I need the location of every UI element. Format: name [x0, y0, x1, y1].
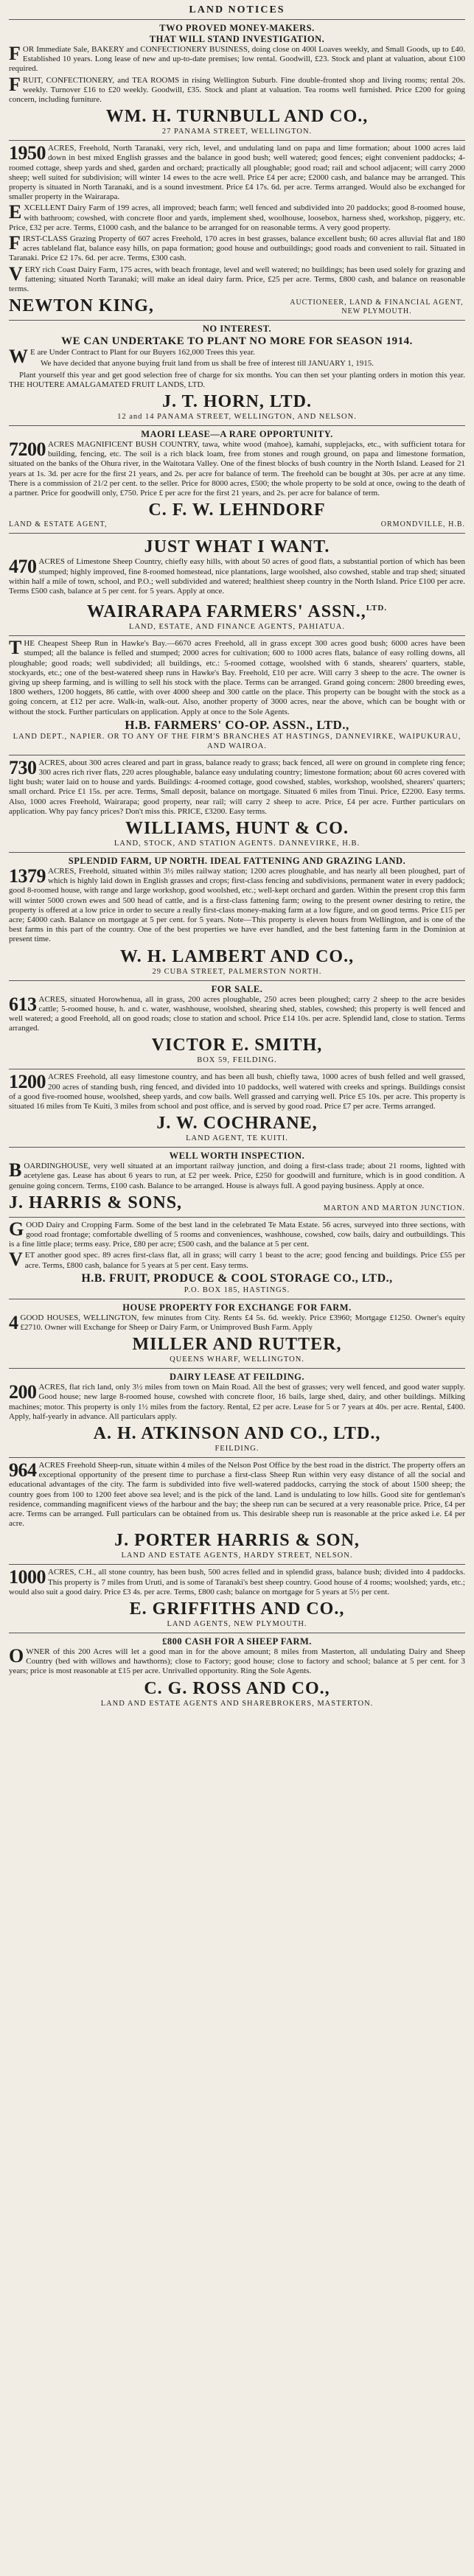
drop-cap: W	[9, 346, 28, 368]
ad-lambert	[9, 856, 465, 978]
page-title: LAND NOTICES	[189, 4, 285, 15]
ad-williams-hunt	[9, 758, 465, 850]
ad-paragraph: VET another good spec. 89 acres first-class flat, all in grass; will carry 1 beast to the acre; good fencing and buildings. Price £55 per acre. Terms, £800 cash, balance for 5 years at 5 per cent. Easy terms.	[9, 1249, 465, 1271]
drop-cap: V	[9, 262, 23, 285]
drop-cap: F	[9, 43, 21, 64]
ad-paragraph: GOOD Dairy and Cropping Farm. Some of the best land in the celebrated Te Mata Estate. 56 acres, surveyed into three sections, with good road frontage; comfortable dwelling of 5 rooms and conveniences, washhouse, cowshed, cow bails, dairy and outbuildings. This is a fine little place; terms easy. Price, £80 per acre; £500 cash, and the balance at 5 per cent.	[9, 1218, 465, 1249]
firm-description: LAND AND ESTATE AGENTS AND SHAREBROKERS, MASTERTON.	[100, 1699, 374, 1708]
ad-heading: DAIRY LEASE AT FEILDING.	[170, 1372, 304, 1383]
ad-wairarapa-farmers	[9, 537, 465, 633]
drop-cap: F	[9, 232, 21, 254]
ad-hb-fruit	[9, 1218, 465, 1296]
ad-paragraph: 613 ACRES, situated Horowhenua, all in grass, 200 acres ploughable, 250 acres been ploughed; carry 2 sheep to the acre besides cattle; 5-roomed house, h. and c. water, washhouse, woolshed, shearing shed, stables, cowshed; this property is well fenced and well watered; a good Freehold, all on good roads; close to station and school. Price £14 10s. per acre. Splendid land, close to station. Terms arranged.	[9, 993, 465, 1033]
firm-name: J. HARRIS & SONS,	[9, 1193, 183, 1212]
ad-horn	[9, 324, 465, 423]
firm-name: NEWTON KING,	[9, 296, 154, 316]
firm-address: 12 and 14 PANAMA STREET, WELLINGTON, AND NELSON.	[117, 413, 357, 422]
firm-name: VICTOR E. SMITH,	[151, 1036, 323, 1055]
ad-paragraph: 200 ACRES, flat rich land, only 3½ miles from town on Main Road. All the best of grasses; very well fenced, and good water supply. Good house; new large 8-roomed house, cowshed with concrete floor, 16 bails, large shed, dairy, and other buildings. Milking machines; motor. This property is only 1½ miles from the factory. Rental, £2 per acre. Lease for 5 or 7 years at 40s. per acre. Rental, £400. Apply, half-yearly in advance. All particulars apply.	[9, 1381, 465, 1421]
ad-paragraph: 1200 ACRES Freehold, all easy limestone country, and has been all bush, chiefly tawa, 1000 acres of bush felled and well grassed, 200 acres of standing bush, ring fenced, and divided into 10 paddocks, well watered with creeks and springs. Buildings consist of a good five-roomed house, woolshed, sheep yards, and cow bails. Well grassed and carrying well. Price £5 10s. per acre. This property is situated 16 miles from Te Kuiti, 3 miles from school and post office, and is served by good road. Price £7 per acre. Terms arranged.	[9, 1071, 465, 1111]
ad-miller-rutter	[9, 1302, 465, 1366]
drop-cap: F	[9, 73, 21, 95]
ad-heading: JUST WHAT I WANT.	[144, 537, 330, 557]
ad-turnbull	[9, 23, 465, 138]
ad-paragraph: EXCELLENT Dairy Farm of 199 acres, all improved; beach farm; well fenced and subdivided into 20 paddocks; good 8-roomed house, with bathroom; cowshed, with concrete floor and yards, implement shed, woolhouse, loosebox, harness shed, workshop, piggery, etc. Price, £32 per acre. Terms, £1000 cash, and the balance to be arranged for on reasonable terms. A very good property.	[9, 201, 465, 232]
divider	[9, 980, 465, 981]
drop-cap: T	[9, 637, 22, 659]
firm-description: LAND, ESTATE, AND FINANCE AGENTS, PAHIATUA.	[129, 623, 345, 632]
ad-lehndorf	[9, 429, 465, 531]
acreage-number: 730	[9, 756, 37, 778]
ad-heading: NO INTEREST.	[202, 324, 272, 335]
ad-paragraph: OWNER of this 200 Acres will let a good man in for the above amount; 8 miles from Masterton, all undulating Dairy and Sheep Country (bed with willows and hawthorns); close to Factory; good house; close to factory and school; balance at 5 per cent. for 3 years; price is most reasonable at £15 per acre. Unrivalled opportunity. Ring the Sole Agents.	[9, 1645, 465, 1676]
firm-suffix: LTD.	[366, 604, 388, 613]
firm-row	[9, 296, 465, 316]
acreage-number: 7200	[9, 439, 46, 461]
ad-heading: FOR SALE.	[211, 983, 263, 994]
acreage-number: 613	[9, 993, 37, 1015]
ad-subheading: WE CAN UNDERTAKE TO PLANT NO MORE FOR SEASON 1914.	[61, 335, 413, 348]
acreage-number: 1950	[9, 142, 46, 164]
ad-porter-harris	[9, 1461, 465, 1562]
ad-hb-farmers	[9, 639, 465, 753]
firm-name: C. F. W. LEHNDORF	[148, 500, 326, 520]
firm-address: FEILDING.	[215, 1445, 259, 1453]
firm-row	[9, 1193, 465, 1213]
ad-atkinson	[9, 1372, 465, 1455]
divider	[9, 1564, 465, 1565]
ad-heading: WELL WORTH INSPECTION.	[169, 1151, 305, 1162]
ad-paragraph: W E are Under Contract to Plant for our Buyers 162,000 Trees this year.	[9, 346, 255, 368]
firm-name: E. GRIFFITHS AND CO.,	[129, 1599, 345, 1619]
acreage-number: 1200	[9, 1071, 46, 1093]
divider	[9, 1217, 465, 1218]
divider	[9, 1457, 465, 1458]
ad-paragraph: 7200 ACRES MAGNIFICENT BUSH COUNTRY, tawa, white wood (mahoe), kamahi, supplejacks, etc., with sufficient totara for building, fencing, etc. The soil is a rich black loam, free from stones and rough ground, on papa and limestone formation, situated on the banks of the Ohura river, in the Waitotara Valley. One of the finest blocks of bush country in the North Island. Leased for 21 years at 1s. 3d. per acre for the first 21 years, and 2s. per acre for balance of term. The freehold can be bought at 30s. per acre at any time. There is a commission of 21/2 per cent. to the seller. Price for 8000 acres, £500; the whole property to be sold at once, owing to the death of a partner. Price for goodwill only, £750. Price £ per acre for the first 21 years, and 2s. per acre for balance of term.	[9, 439, 465, 498]
ad-heading: £800 CASH FOR A SHEEP FARM.	[162, 1636, 312, 1647]
drop-cap: O	[9, 1645, 24, 1667]
divider	[9, 1368, 465, 1369]
ad-heading: TWO PROVED MONEY-MAKERS.	[159, 23, 315, 33]
firm-name: J. W. COCHRANE,	[156, 1114, 318, 1134]
ad-newton-king	[9, 144, 465, 318]
ad-paragraph: THE Cheapest Sheep Run in Hawke's Bay.—6670 acres Freehold, all in grass except 300 acres good bush; 6000 acres have been stumped; all the balance is felled and stumped; 2000 acres for cultivation; 600 to 1000 acres flats, balance of easy rolling downs, all ploughable; good roads; well subdivided; all buildings, etc.: 5-roomed cottage, woolshed with 6 stands, shearers' quarters, stable, stockyards, etc.; one of the best-watered sheep runs in Hawke's Bay. Freehold, £10 per acre. Will carry 3 sheep to the acre. The owner is giving up sheep farming, and is willing to sell his stock with the place. Terms can be arranged. Grand going concern: 2800 breeding ewes, 1800 wethers, 1200 hoggets, 86 cattle, with over 4000 sheep and 300 cattle on the place. This property can be bought with the stock as a going concern, at £12 per acre. Walk-in, walk-out. Also, another property of 3000 acres, near the above, which can be bought with or without the stock. Further particulars on application. Apply at once to the Sole Agents.	[9, 637, 465, 716]
ad-heading: MAORI LEASE—A RARE OPPORTUNITY.	[141, 429, 333, 440]
ad-subheading: THAT WILL STAND INVESTIGATION.	[149, 34, 325, 44]
ad-heading: SPLENDID FARM, UP NORTH. IDEAL FATTENING AND GRAZING LAND.	[68, 855, 406, 866]
ad-paragraph: VERY rich Coast Dairy Farm, 175 acres, with beach frontage, level and well watered; no buildings; has been used solely for grazing and fattening; situated North Taranaki; will make an ideal dairy farm. Price, £25 per acre. Terms, £800 cash, and balance on reasonable terms.	[9, 262, 465, 294]
ad-griffiths	[9, 1568, 465, 1630]
ad-paragraph: We have decided that anyone buying fruit land from us shall be free of interest till JANUARY 1, 1915.	[41, 359, 374, 369]
drop-cap: E	[9, 201, 22, 223]
firm-address: QUEENS WHARF, WELLINGTON.	[170, 1355, 304, 1364]
ad-paragraph: 1379 ACRES, Freehold, situated within 3½ miles railway station; 1200 acres ploughable, and has nearly all been ploughed, part of which is highly laid down in English grasses and crops; first-class fencing and subdivisions, permanent water in every paddock; good 8-roomed house, with range and large workshop, good woolshed, etc.; well-kept orchard and garden. Within the present crop this farm will winter 5000 crown ewes and 500 head of cattle, and is a first-class fattening farm; owing to the present owner desiring to retire, the property is offered at a low price in order to secure a really first-class money-making farm at a low figure, and on good terms. Price £15 per acre; £4000 cash. Balance on mortgage at 5 per cent. for 5 years. Note—This property is eleven hours from Wellington, and is one of the best farms in this part of the country. One of the best properties we have ever handled, and the best fattening farm in the Dominion at present time.	[9, 865, 465, 944]
ad-paragraph: BOARDINGHOUSE, very well situated at an important railway junction, and doing a first-class trade; about 21 rooms, lighted with acetylene gas. Lease has about 6 years to run, at £2 per week. Price, £250 for goodwill and furniture, which is in good condition. A genuine going concern. Terms, £100 cash. Balance to be arranged. House is always full. A good paying business. Apply at once.	[9, 1159, 465, 1190]
firm-description: LAND DEPT., NAPIER. OR TO ANY OF THE FIRM'S BRANCHES AT HASTINGS, DANNEVIRKE, WAIPUKURAU, AND WAIROA.	[13, 732, 461, 750]
ad-paragraph: 730 ACRES, about 300 acres cleared and part in grass, balance ready to grass; back fenced, all were on ground in complete ring fence; 300 acres rich river flats, 220 acres ploughable, balance easy undulating country; limestone formation; about 60 acres covered with light bush; water laid on to house and yards. Buildings: 4-roomed cottage, good cowshed, stables, workshop, woolshed, shearers' quarters; small orchard. Price £1 15s. per acre. Terms, Small deposit, balance on mortgage. Situated 6 miles from Tinui. Price, £2200. Easy terms. Also, 1000 acres Freehold, Wairarapa; good property, near rail; will carry 2 sheep to acre. Price, £4 per acre. Further particulars on application. Why pay fancy prices? Don't miss this. PRICE, £3200. Easy terms.	[9, 756, 465, 816]
divider	[9, 320, 465, 321]
ad-harris-sons	[9, 1151, 465, 1215]
firm-address: BOX 59, FEILDING.	[197, 1056, 277, 1065]
firm-address: LAND AGENT, TE KUITI.	[186, 1134, 288, 1143]
drop-cap: G	[9, 1218, 24, 1240]
ad-paragraph: 1950 ACRES, Freehold, North Taranaki, very rich, level, and undulating land on papa and lime formation; about 1000 acres laid down in best mixed English grasses and the balance in good bush; well watered; good fences; eight convenient paddocks; 4-roomed cottage, sheep yards and shed, garden and orchard; practically all ploughable; good road; rail and school adjacent; will carry 2000 sheep; well suited for subdivision; will winter 14 ewes to the acre well. Price £4 per acre; £2000 cash, and balance may be arranged. This property is situated in North Taranaki, and is a sound investment. Price £4 17s. 6d. per acre. Terms arranged. Would also be exchanged for smaller property in the Wairarapa.	[9, 142, 465, 202]
divider	[9, 852, 465, 853]
divider	[9, 19, 465, 20]
firm-location: MARTON AND MARTON JUNCTION.	[323, 1204, 465, 1212]
acreage-number: 470	[9, 556, 37, 578]
divider	[9, 140, 465, 141]
firm-name: WILLIAMS, HUNT & CO.	[125, 818, 349, 838]
acreage-number: 1379	[9, 865, 46, 887]
firm-name: WAIRARAPA FARMERS' ASSN.,$^{LTD.}$	[86, 602, 388, 622]
firm-address: 27 PANAMA STREET, WELLINGTON.	[161, 128, 313, 136]
divider	[9, 635, 465, 636]
ad-paragraph: FIRST-CLASS Grazing Property of 607 acres Freehold, 170 acres in best grasses, balance excellent bush; 60 acres alluvial flat and 180 acres tableland flat, balance easy hills, on papa formation; good house and outbuildings; good roads and convenient to rail. Situated in Taranaki. Price £2 17s. 6d. per acre. Terms, £300 cash.	[9, 232, 465, 263]
firm-name: J. PORTER HARRIS & SON,	[114, 1531, 360, 1551]
firm-address: LAND AND ESTATE AGENTS, HARDY STREET, NELSON.	[121, 1551, 353, 1560]
ad-paragraph: Plant yourself this year and get good selection free of charge for six months. You can then set your planting orders in motion this year. THE HOUTERE AMALGAMATED FRUIT LANDS, LTD.	[9, 370, 465, 389]
ad-ross	[9, 1636, 465, 1710]
acreage-number: 964	[9, 1459, 37, 1481]
acreage-number: 4	[9, 1311, 18, 1333]
firm-description: AUCTIONEER, LAND & FINANCIAL AGENT, NEW PLYMOUTH.	[290, 299, 464, 316]
firm-name: H.B. FRUIT, PRODUCE & COOL STORAGE CO., LTD.,	[81, 1271, 393, 1285]
drop-cap: B	[9, 1159, 22, 1181]
firm-name: H.B. FARMERS' CO-OP. ASSN., LTD.,	[125, 717, 349, 732]
firm-address: 29 CUBA STREET, PALMERSTON NORTH.	[152, 967, 322, 976]
ad-paragraph: FOR Immediate Sale, BAKERY and CONFECTIONERY BUSINESS, doing close on 400l Loaves weekly, and Small Goods, up to £40. Established 10 years. Long lease of new and up-to-date premises; low rental. Goodwill, £23. Stock and plant at valuation, about £100 required.	[9, 43, 465, 74]
drop-cap: V	[9, 1249, 23, 1271]
ad-paragraph: 1000 ACRES, C.H., all stone country, has been bush, 500 acres felled and in splendid grass, balance bush; divided into 4 paddocks. This property is 7 miles from Uruti, and is some of Taranaki's best sheep country. Good house of 4 rooms; woolshed; yards, etc.; would also suit a good dairy. Price £3 4s. per acre. Terms, £800 cash; balance on mortgage for 5 years at 5½ per cent.	[9, 1566, 465, 1596]
acreage-number: 1000	[9, 1566, 46, 1588]
ad-cochrane	[9, 1072, 465, 1145]
firm-address: P.O. BOX 185, HASTINGS.	[184, 1285, 290, 1294]
firm-name: MILLER AND RUTTER,	[132, 1335, 342, 1355]
firm-name: W. H. LAMBERT AND CO.,	[119, 946, 355, 966]
ad-paragraph: 4 GOOD HOUSES, WELLINGTON, few minutes from City. Rents £4 5s. 6d. weekly. Price £3960; Mortgage £1250. Owner's equity £2710. Owner will Exchange for Sheep or Dairy Farm, or Unimproved Bush Farm. Apply	[9, 1311, 465, 1333]
divider	[9, 425, 465, 426]
ad-victor-smith	[9, 984, 465, 1067]
divider	[9, 533, 465, 534]
ad-paragraph: 964 ACRES Freehold Sheep-run, situate within 4 miles of the Nelson Post Office by the best road in the district. The property offers an exceptional opportunity of the present time to purchase a first-class Sheep Run within very easy distance of all the social and educational advantages of the city. The farm is subdivided into five well-watered paddocks, carrying the stock of about 1500 sheep; the country goes from 100 to 1200 feet above sea level; and is the pick of the land. Land is undulating to low hills. Good site for gentleman's residence, commanding magnificent views of the harbour and the bay; the sheep run can be secured at a very reasonable price. Price, £4 per acre. Terms can be arranged. Full particulars can be obtained from us. This desirable sheep run is reasonable at the price asked i.e. £4 per acre.	[9, 1459, 465, 1529]
acreage-number: 200	[9, 1381, 37, 1403]
firm-name: WM. H. TURNBULL AND CO.,	[105, 107, 369, 127]
firm-description: LAND & ESTATE AGENT,	[9, 520, 108, 529]
divider	[9, 1147, 465, 1148]
ad-paragraph: FRUIT, CONFECTIONERY, and TEA ROOMS in rising Wellington Suburb. Fine double-fronted shop and living rooms; rental 20s. weekly. Turnover £16 to £20 weekly. Goodwill, £35. Stock and plant at valuation. Tea rooms well furnished. Price £200 for going concern, including furniture.	[9, 73, 465, 105]
firm-location: ORMONDVILLE, H.B.	[380, 520, 465, 529]
firm-name: C. G. ROSS AND CO.,	[144, 1678, 330, 1698]
ad-paragraph: 470 ACRES of Limestone Sheep Country, chiefly easy hills, with about 50 acres of good flats, a substantial portion of which has been stumped; highly improved, fine 8-roomed homestead, nice plantations, large woolshed, also cowshed, stable and trap shed; situated within half a mile of town, school, and P.O.; well subdivided and watered; healthiest sheep country in the North Island. Price £100 per acre. Terms £500 cash, balance at 5 per cent. for 5 years. Apply at once.	[9, 556, 465, 596]
firm-description: LAND, STOCK, AND STATION AGENTS. DANNEVIRKE, H.B.	[114, 839, 360, 848]
firm-name: A. H. ATKINSON AND CO., LTD.,	[93, 1424, 381, 1444]
ad-heading: HOUSE PROPERTY FOR EXCHANGE FOR FARM.	[122, 1302, 352, 1313]
firm-row	[9, 520, 465, 529]
firm-name: J. T. HORN, LTD.	[162, 392, 312, 412]
firm-address: LAND AGENTS, NEW PLYMOUTH.	[167, 1620, 307, 1629]
